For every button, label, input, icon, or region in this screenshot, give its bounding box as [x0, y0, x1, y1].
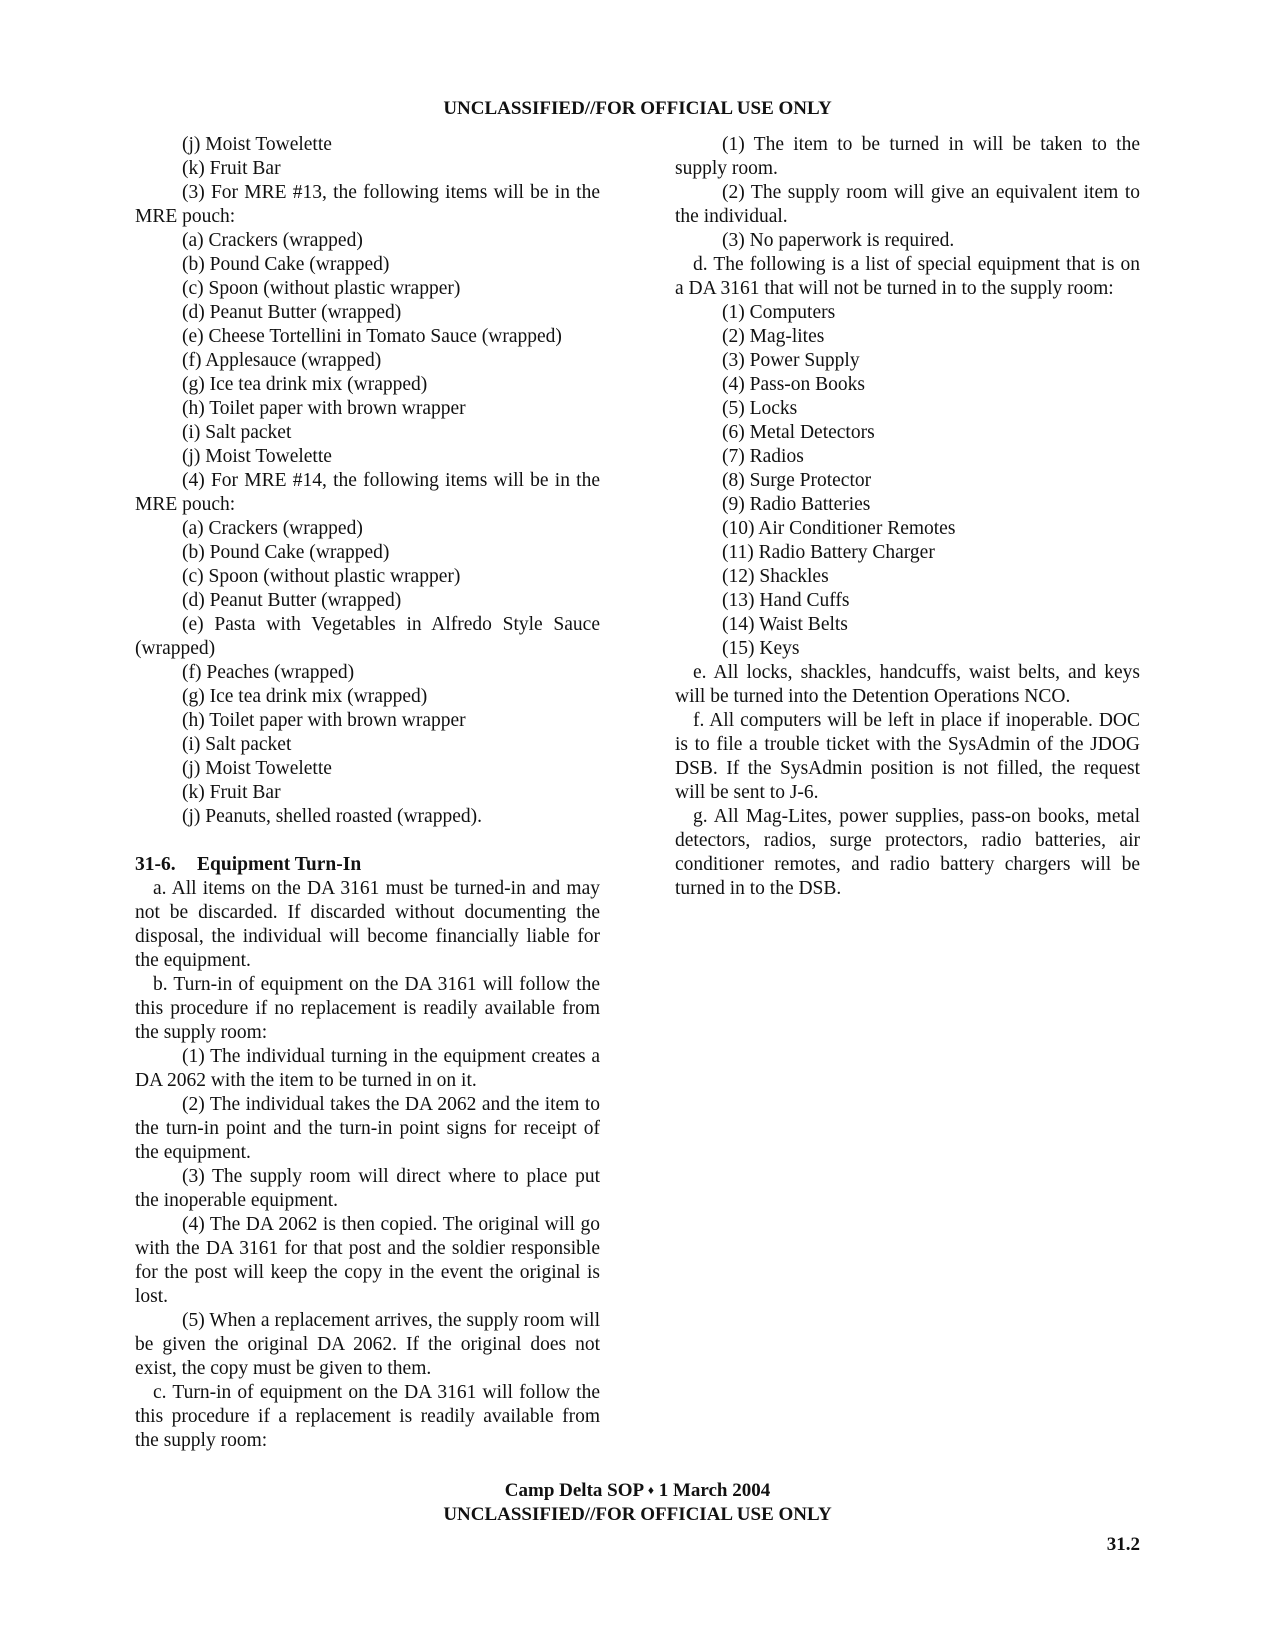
list-item: (b) Pound Cake (wrapped) [182, 542, 390, 563]
list-item: (2) Mag-lites [722, 326, 825, 347]
list-item: (c) Spoon (without plastic wrapper) [182, 278, 461, 299]
list-item: (3) Power Supply [722, 350, 860, 371]
section-heading [135, 853, 600, 877]
list-item: (j) Moist Towelette [182, 446, 332, 467]
paragraph-b4: (4) The DA 2062 is then copied. The original will go with the DA 3161 for that post and the soldier responsible for the post will keep the copy in the event the original is lost. [135, 1214, 600, 1307]
list-item: (a) Crackers (wrapped) [182, 230, 363, 251]
mre14-intro: (4) For MRE #14, the following items will be in the MRE pouch: [135, 470, 600, 515]
classification-footer: UNCLASSIFIED//FOR OFFICIAL USE ONLY [443, 1504, 832, 1525]
list-item: (f) Peaches (wrapped) [182, 662, 355, 683]
paragraph-b3: (3) The supply room will direct where to place put the inoperable equipment. [135, 1166, 600, 1211]
paragraph-e: e. All locks, shackles, handcuffs, waist belts, and keys will be turned into the Detention Operations NCO. [675, 662, 1140, 707]
list-item: (14) Waist Belts [722, 614, 848, 635]
paragraph-b: b. Turn-in of equipment on the DA 3161 will follow the this procedure if no replacement is readily available from the supply room: [135, 974, 600, 1043]
list-item: (8) Surge Protector [722, 470, 872, 491]
paragraph-b2: (2) The individual takes the DA 2062 and the item to the turn-in point and the turn-in point signs for receipt of the equipment. [135, 1094, 600, 1163]
list-item: (5) Locks [722, 398, 798, 419]
list-item: (g) Ice tea drink mix (wrapped) [182, 374, 428, 395]
paragraph-f: f. All computers will be left in place if inoperable. DOC is to file a trouble ticket with the SysAdmin of the JDOG DSB. If the SysAdmin position is not filled, the request will be sent to J-6. [675, 710, 1140, 803]
list-item: (k) Fruit Bar [182, 782, 281, 803]
list-item: (h) Toilet paper with brown wrapper [182, 710, 466, 731]
list-item: (j) Peanuts, shelled roasted (wrapped). [182, 806, 482, 827]
list-item: (j) Moist Towelette [182, 758, 332, 779]
list-item: (i) Salt packet [182, 422, 292, 443]
paragraph-c3: (3) No paperwork is required. [722, 230, 955, 251]
list-item: (12) Shackles [722, 566, 829, 587]
list-item: (10) Air Conditioner Remotes [722, 518, 956, 539]
paragraph-g: g. All Mag-Lites, power supplies, pass-on books, metal detectors, radios, surge protectors, radio batteries, air conditioner remotes, and radio battery chargers will be turned in to the DSB. [675, 806, 1140, 899]
list-item: (g) Ice tea drink mix (wrapped) [182, 686, 428, 707]
footer-title: Camp Delta SOP [504, 1480, 644, 1501]
list-item: (7) Radios [722, 446, 804, 467]
paragraph-b5: (5) When a replacement arrives, the supply room will be given the original DA 2062. If the original does not exist, the copy must be given to them. [135, 1310, 600, 1379]
footer-date: 1 March 2004 [658, 1480, 771, 1501]
right-column [675, 133, 1140, 901]
list-item: (d) Peanut Butter (wrapped) [182, 590, 402, 611]
list-item: (15) Keys [722, 638, 800, 659]
list-item: (i) Salt packet [182, 734, 292, 755]
special-equipment-list [675, 301, 1140, 661]
list-item: (13) Hand Cuffs [722, 590, 850, 611]
paragraph-d: d. The following is a list of special equipment that is on a DA 3161 that will not be turned in to the supply room: [675, 254, 1140, 299]
list-item: (j) Moist Towelette [182, 134, 332, 155]
paragraph-c1: (1) The item to be turned in will be taken to the supply room. [675, 134, 1140, 179]
paragraph-b1: (1) The individual turning in the equipment creates a DA 2062 with the item to be turned in on it. [135, 1046, 600, 1091]
page-number: 31.2 [1106, 1534, 1140, 1555]
section-title: Equipment Turn-In [197, 854, 362, 875]
list-item: (9) Radio Batteries [722, 494, 871, 515]
list-item: (11) Radio Battery Charger [722, 542, 935, 563]
list-item: (h) Toilet paper with brown wrapper [182, 398, 466, 419]
list-item: (b) Pound Cake (wrapped) [182, 254, 390, 275]
page-footer [0, 1478, 1275, 1527]
paragraph-c2: (2) The supply room will give an equivalent item to the individual. [675, 182, 1140, 227]
paragraph-c: c. Turn-in of equipment on the DA 3161 will follow the this procedure if a replacement is readily available from the supply room: [135, 1382, 600, 1451]
section-number: 31-6. [135, 854, 176, 875]
diamond-icon: ♦ [647, 1483, 654, 1497]
list-item: (a) Crackers (wrapped) [182, 518, 363, 539]
list-item: (e) Pasta with Vegetables in Alfredo Style Sauce (wrapped) [135, 614, 600, 659]
mre13-intro: (3) For MRE #13, the following items will be in the MRE pouch: [135, 182, 600, 227]
footer-title-line [0, 1478, 1275, 1503]
list-item: (6) Metal Detectors [722, 422, 875, 443]
list-item: (1) Computers [722, 302, 836, 323]
mre13-list [135, 229, 600, 469]
list-item: (f) Applesauce (wrapped) [182, 350, 382, 371]
list-item: (d) Peanut Butter (wrapped) [182, 302, 402, 323]
list-item: (c) Spoon (without plastic wrapper) [182, 566, 461, 587]
list-item: (4) Pass-on Books [722, 374, 866, 395]
list-item: (e) Cheese Tortellini in Tomato Sauce (wrapped) [182, 326, 562, 347]
paragraph-a: a. All items on the DA 3161 must be turned-in and may not be discarded. If discarded without documenting the disposal, the individual will become financially liable for the equipment. [135, 878, 600, 971]
left-column [135, 133, 600, 1453]
list-item: (k) Fruit Bar [182, 158, 281, 179]
mre14-list [135, 517, 600, 829]
classification-header: UNCLASSIFIED//FOR OFFICIAL USE ONLY [443, 98, 832, 119]
